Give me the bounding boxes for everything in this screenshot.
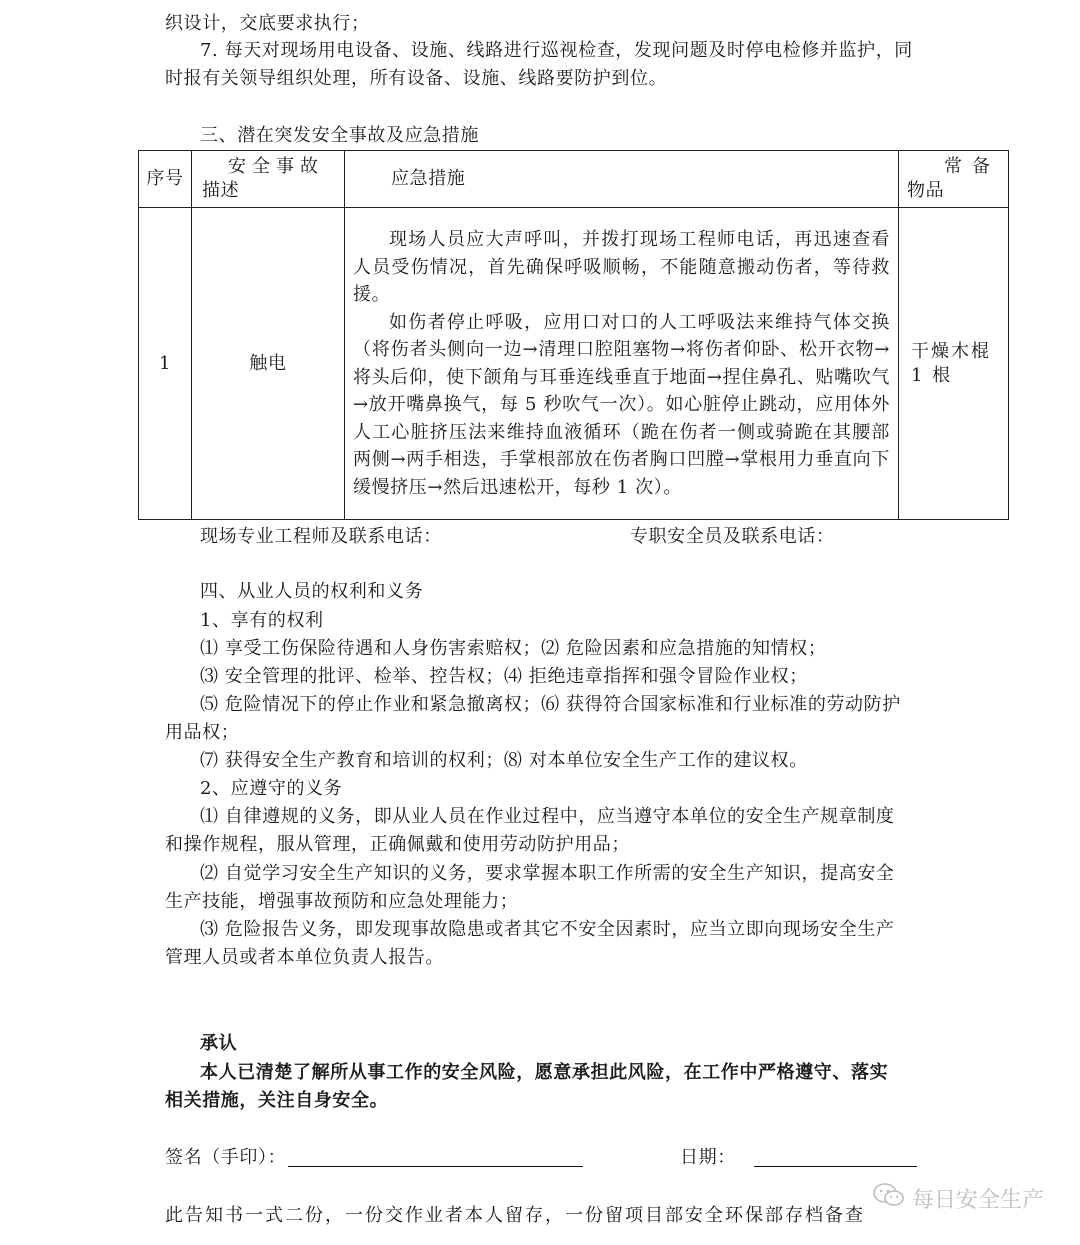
intro-line-1: 织设计，交底要求执行； — [165, 13, 370, 34]
duties-line-6: 管理人员或者本单位负责人报告。 — [165, 947, 444, 968]
table-row — [139, 208, 1009, 520]
header-items-line-2: 物品 — [907, 180, 945, 201]
watermark — [872, 1182, 1044, 1214]
row-items: 干燥木棍 1 根 — [899, 208, 1009, 520]
row-seq: 1 — [139, 208, 192, 520]
duties-line-5: ⑶ 危险报告义务，即发现事故隐患或者其它不安全因素时，应当立即向现场安全生产 — [200, 919, 895, 940]
rights-line-1: ⑴ 享受工伤保险待遇和人身伤害索赔权；⑵ 危险因素和应急措施的知情权； — [200, 638, 827, 659]
header-seq: 序号 — [139, 151, 192, 208]
rights-line-5: ⑺ 获得安全生产教育和培训的权利；⑻ 对本单位安全生产工作的建议权。 — [200, 750, 808, 771]
row-measures — [345, 208, 899, 520]
measure-paragraph-2: 如伤者停止呼吸，应用口对口的人工呼吸法来维持气体交换（将伤者头侧向一边→清理口腔阻塞物→将伤者仰卧、松开衣物→将头后仰，使下颌角与耳垂连线垂直于地面→捏住鼻孔、贴嘴吹气→放开嘴鼻换气，每 5 秒吹气一次）。如心脏停止跳动，应用体外人工心脏挤压法来维持血液循环（跪在伤者一侧或骑跪在其腰部两侧→两手相迭，手掌根部放在伤者胸口凹膛→掌根用力垂直向下缓慢挤压→然后迅速松开，每秒 1 次）。 — [353, 311, 890, 498]
header-desc-line-2: 描述 — [202, 180, 240, 201]
header-measures: 应急措施 — [345, 151, 899, 208]
emergency-measures-table — [138, 150, 1009, 520]
footer-note: 此告知书一式二份，一份交作业者本人留存，一份留项目部安全环保部存档备查 — [165, 1205, 865, 1226]
rights-title: 1、享有的权利 — [200, 610, 324, 631]
date-line[interactable] — [754, 1166, 917, 1167]
intro-item-7-line-1: 7. 每天对现场用电设备、设施、线路进行巡视检查，发现问题及时停电检修并监护，同 — [200, 40, 913, 61]
date-label: 日期： — [680, 1147, 736, 1168]
section-4-title: 四、从业人员的权利和义务 — [200, 581, 424, 602]
rights-line-3: ⑸ 危险情况下的停止作业和紧急撤离权；⑹ 获得符合国家标准和行业标准的劳动防护 — [200, 694, 901, 715]
measure-paragraph-1: 现场人员应大声呼叫，并拨打现场工程师电话，再迅速查看人员受伤情况，首先确保呼吸顺畅，不能随意搬动伤者，等待救援。 — [353, 229, 890, 305]
duties-line-1: ⑴ 自律遵规的义务，即从业人员在作业过程中，应当遵守本单位的安全生产规章制度 — [200, 806, 895, 827]
duties-line-3: ⑵ 自觉学习安全生产知识的义务，要求掌握本职工作所需的安全生产知识，提高安全 — [200, 863, 895, 884]
intro-item-7-line-2: 时报有关领导组织处理，所有设备、设施、线路要防护到位。 — [165, 68, 668, 89]
row-desc: 触电 — [192, 208, 345, 520]
header-items-line-1: 常备 — [944, 156, 1000, 177]
header-desc — [192, 151, 345, 208]
sign-line[interactable] — [288, 1166, 583, 1167]
table-header-row — [139, 151, 1009, 208]
safety-officer-contact: 专职安全员及联系电话： — [630, 526, 835, 547]
header-items — [899, 151, 1009, 208]
sign-label: 签名（手印）： — [165, 1147, 287, 1168]
rights-line-2: ⑶ 安全管理的批评、检举、控告权；⑷ 拒绝违章指挥和强令冒险作业权； — [200, 666, 808, 687]
duties-title: 2、应遵守的义务 — [200, 778, 343, 799]
duties-line-2: 和操作规程，服从管理，正确佩戴和使用劳动防护用品； — [165, 834, 630, 855]
watermark-text: 每日安全生产 — [911, 1187, 1044, 1213]
acknowledgement-line-1: 本人已清楚了解所从事工作的安全风险，愿意承担此风险，在工作中严格遵守、落实 — [200, 1062, 889, 1083]
rights-line-4: 用品权； — [165, 722, 240, 743]
duties-line-4: 生产技能，增强事故预防和应急处理能力； — [165, 891, 519, 912]
header-desc-line-1: 安全事故 — [228, 156, 324, 177]
acknowledgement-title: 承认 — [200, 1033, 238, 1054]
acknowledgement-line-2: 相关措施，关注自身安全。 — [165, 1090, 389, 1111]
section-3-title: 三、潜在突发安全事故及应急措施 — [200, 125, 479, 146]
engineer-contact: 现场专业工程师及联系电话： — [200, 526, 442, 547]
wechat-icon — [872, 1182, 906, 1214]
